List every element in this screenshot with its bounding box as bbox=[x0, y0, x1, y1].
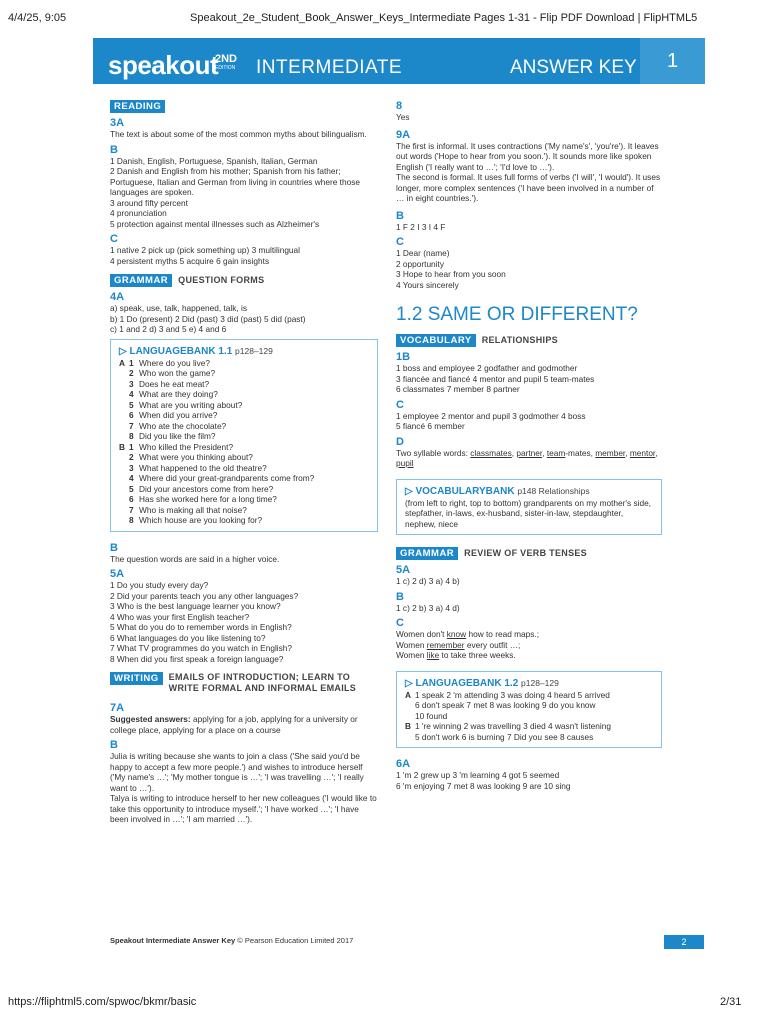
reading-b-2: 2 Danish and English from his mother; Spanish from his father; Portuguese, Italian and German from living in countries where those languages are spoken. bbox=[110, 166, 360, 197]
heading-5a: 5A bbox=[110, 568, 125, 580]
heading-8: 8 bbox=[396, 100, 403, 112]
bank-b-item: Did your ancestors come from here? bbox=[139, 483, 274, 494]
heading-1b: 1B bbox=[396, 351, 411, 363]
answer-3a: The text is about some of the most common myths about bilingualism. bbox=[110, 129, 367, 139]
bank2-b-line: 1 're winning 2 was travelling 3 died 4 wasn't listening bbox=[415, 721, 611, 731]
grammar2-section-header bbox=[396, 547, 662, 560]
footer-page-number: 2 bbox=[664, 935, 704, 949]
reading-c-1: 1 native 2 pick up (pick something up) 3 multilingual bbox=[110, 245, 301, 255]
heading-9a: 9A bbox=[396, 128, 411, 141]
grammar-5a-6: 6 What languages do you like listening to? bbox=[110, 632, 266, 643]
languagebank-1-1-box: ▷ LANGUAGEBANK 1.1 p128–129 A 1 Where do you live? 2 Who won the game? 3 Does he eat meat? 4 What are they doing? 5 What are you writing about? 6 When did you arrive? 7 Who ate the chocolate? 8 Did you like the film? B 1 Who killed the President? 2 What were you thinking about? 3 What happened to the old theatre? 4 Where did your great-grandparents come from? 5 Did your ancestors come from here? 6 Has she worked here for a long time? 7 Who is making all that noise? 8 Which house are you looking for? bbox=[110, 339, 378, 532]
heading-reading-b: B bbox=[110, 143, 118, 156]
bank-b-item: Where did your great-grandparents come from? bbox=[139, 473, 315, 483]
reading-b-1: 1 Danish, English, Portuguese, Spanish, Italian, German bbox=[110, 155, 318, 166]
left-column bbox=[110, 100, 378, 825]
heading-9b: B bbox=[396, 209, 404, 222]
vocab-d: Two syllable words: classmates, partner, team-mates, member, mentor, pupil bbox=[396, 447, 658, 468]
vocab-1b-2: 3 fiancée and fiancé 4 mentor and pupil 5 team-mates bbox=[396, 373, 595, 384]
writing-section-header bbox=[110, 672, 378, 694]
print-page-indicator: 2/31 bbox=[720, 996, 742, 1008]
bank2-b-label: B bbox=[405, 721, 411, 731]
answer-9c-1: 1 Dear (name) bbox=[396, 248, 450, 258]
heading-grammar-b: B bbox=[110, 541, 118, 554]
bank-a-label: A bbox=[119, 357, 125, 368]
answer-9a-2: The second is formal. It uses full forms of verbs ('I will', 'I would'). It uses longer, more complex sentences ('I have been involved in a number of … in eight countries.'). bbox=[396, 172, 661, 203]
answer-9b: 1 F 2 I 3 I 4 F bbox=[396, 221, 446, 232]
grammar2-tag: GRAMMAR bbox=[396, 547, 458, 560]
languagebank-1-2-title: ▷ LANGUAGEBANK 1.2 p128–129 bbox=[405, 677, 559, 689]
reading-section-header bbox=[110, 100, 378, 113]
languagebank-1-1-title: ▷ LANGUAGEBANK 1.1 p128–129 bbox=[119, 345, 273, 357]
heading-vocab-d: D bbox=[396, 435, 404, 448]
bank-b-item: Has she worked here for a long time? bbox=[139, 494, 277, 504]
footer-credit: Speakout Intermediate Answer Key © Pearson Education Limited 2017 bbox=[110, 936, 354, 945]
grammar2-5b: 1 c) 2 b) 3 a) 4 d) bbox=[396, 602, 460, 613]
bank-a-item: Does he eat meat? bbox=[139, 378, 210, 389]
bank-b-item: Which house are you looking for? bbox=[139, 515, 263, 525]
unit-number: 1 bbox=[640, 38, 705, 84]
vocabulary-subtitle: RELATIONSHIPS bbox=[481, 335, 558, 345]
vocabulary-section-header bbox=[396, 334, 662, 347]
grammar2-c-3: Women like to take three weeks. bbox=[396, 650, 516, 660]
vocab-c-2: 5 fiancé 6 member bbox=[396, 421, 465, 431]
vocab-1b-1: 1 boss and employee 2 godfather and godmother bbox=[396, 363, 578, 373]
grammar-5a-2: 2 Did your parents teach you any other languages? bbox=[110, 590, 299, 601]
grammar-4a-c: c) 1 and 2 d) 3 and 5 e) 4 and 6 bbox=[110, 324, 227, 334]
bank2-b-line: 5 don't work 6 is burning 7 Did you see 8 causes bbox=[415, 731, 594, 742]
print-title: Speakout_2e_Student_Book_Answer_Keys_Intermediate Pages 1-31 - Flip PDF Download | FlipHTML5 bbox=[190, 12, 698, 24]
edition-label: 2ND EDITION bbox=[215, 53, 238, 71]
grammar-5a-1: 1 Do you study every day? bbox=[110, 580, 209, 590]
writing-tag: WRITING bbox=[110, 672, 163, 685]
heading-writing-b: B bbox=[110, 739, 118, 751]
heading-7a: 7A bbox=[110, 702, 125, 714]
writing-b-talya: Talya is writing to introduce herself to her new colleagues ('I would like to take this opportunity to introduce myself.'; 'I have worked …'; 'I have been involved in …'; 'I am married …'). bbox=[110, 793, 377, 824]
grammar-4a-b: b) 1 Do (present) 2 Did (past) 3 did (past) 5 did (past) bbox=[110, 313, 306, 324]
vocab-c-1: 1 employee 2 mentor and pupil 3 godmother 4 boss bbox=[396, 410, 586, 421]
bank-b-item: What were you thinking about? bbox=[139, 452, 253, 462]
bank2-a-line: 10 found bbox=[415, 710, 448, 721]
vocabulary-tag: VOCABULARY bbox=[396, 334, 476, 347]
bank2-a-line: 6 don't speak 7 met 8 was looking 9 do you know bbox=[415, 700, 596, 710]
answer-9a-1: The first is informal. It uses contractions ('My name's', 'you're'). It leaves out words ('Hope to hear from you soon.'). It sounds more like spoken English ('I really want to …'; 'I'd love to …'). bbox=[396, 140, 659, 172]
bank-a-item: Where do you live? bbox=[139, 357, 211, 368]
heading-9c: C bbox=[396, 236, 404, 248]
bank2-a-label: A bbox=[405, 689, 411, 700]
print-url: https://fliphtml5.com/spwoc/bkmr/basic bbox=[8, 996, 197, 1008]
bank-a-item: Who ate the chocolate? bbox=[139, 420, 227, 431]
grammar-subtitle: QUESTION FORMS bbox=[178, 275, 265, 285]
vocabularybank-text: (from left to right, top to bottom) grandparents on my mother's side, stepfather, in-laws, ex-husband, sister-in-law, stepdaughter, nephew, niece bbox=[405, 497, 651, 529]
speakout-logo: speakout bbox=[108, 50, 219, 80]
reading-tag: READING bbox=[110, 100, 165, 113]
heading-3a: 3A bbox=[110, 117, 125, 129]
heading-vocab-c: C bbox=[396, 398, 404, 411]
answer-key-title: ANSWER KEY bbox=[510, 57, 637, 78]
grammar-5a-5: 5 What do you do to remember words in English? bbox=[110, 622, 292, 632]
writing-subtitle: EMAILS OF INTRODUCTION; LEARN TO WRITE FORMAL AND INFORMAL EMAILS bbox=[168, 672, 357, 693]
grammar2-c-2: Women remember every outfit …; bbox=[396, 639, 521, 650]
answer-9c-3: 3 Hope to hear from you soon bbox=[396, 269, 506, 279]
grammar2-subtitle: REVIEW OF VERB TENSES bbox=[464, 548, 587, 558]
bank-a-item: What are you writing about? bbox=[139, 399, 243, 410]
answer-9c-4: 4 Yours sincerely bbox=[396, 279, 459, 290]
grammar-5a-3: 3 Who is the best language learner you know? bbox=[110, 601, 281, 611]
grammar-b-answer: The question words are said in a higher voice. bbox=[110, 553, 280, 564]
grammar-section-header bbox=[110, 274, 378, 287]
grammar-5a-8: 8 When did you first speak a foreign language? bbox=[110, 653, 284, 664]
reading-b-5: 5 protection against mental illnesses such as Alzheimer's bbox=[110, 218, 320, 229]
print-datetime: 4/4/25, 9:05 bbox=[8, 12, 67, 24]
heading-g5c: C bbox=[396, 617, 404, 629]
bank2-a-line: 1 speak 2 'm attending 3 was doing 4 heard 5 arrived bbox=[415, 689, 610, 700]
heading-6a: 6A bbox=[396, 758, 411, 770]
bank-b-item: Who is making all that noise? bbox=[139, 504, 247, 515]
grammar2-c-1: Women don't know how to read maps.; bbox=[396, 629, 540, 639]
level-title: INTERMEDIATE bbox=[256, 57, 403, 78]
languagebank-1-2-box bbox=[396, 671, 662, 749]
grammar-4a-a: a) speak, use, talk, happened, talk, is bbox=[110, 303, 247, 313]
vocabularybank-title: ▷ VOCABULARYBANK p148 Relationships bbox=[405, 485, 590, 497]
grammar-tag: GRAMMAR bbox=[110, 274, 172, 287]
answer-8: Yes bbox=[396, 112, 410, 122]
heading-reading-c: C bbox=[110, 233, 118, 245]
vocabularybank-box bbox=[396, 479, 662, 536]
reading-c-2: 4 persistent myths 5 acquire 6 gain insights bbox=[110, 255, 270, 266]
grammar2-6a-1: 1 'm 2 grew up 3 'm learning 4 got 5 seemed bbox=[396, 770, 560, 780]
grammar2-6a-2: 6 'm enjoying 7 met 8 was looking 9 are 10 sing bbox=[396, 780, 571, 791]
bank-b-item: What happened to the old theatre? bbox=[139, 462, 267, 473]
heading-4a: 4A bbox=[110, 291, 125, 303]
bank-a-item: What are they doing? bbox=[139, 389, 218, 399]
grammar-5a-4: 4 Who was your first English teacher? bbox=[110, 611, 250, 622]
heading-g5b: B bbox=[396, 590, 404, 603]
vocab-1b-3: 6 classmates 7 member 8 partner bbox=[396, 384, 520, 394]
answer-9c-2: 2 opportunity bbox=[396, 258, 444, 269]
reading-b-3: 3 around fifty percent bbox=[110, 197, 188, 208]
grammar-5a-7: 7 What TV programmes do you watch in English? bbox=[110, 643, 293, 653]
bank-b-item: Who killed the President? bbox=[139, 441, 234, 452]
lesson-title: 1.2 SAME OR DIFFERENT? bbox=[396, 304, 638, 325]
bank-a-item: When did you arrive? bbox=[139, 410, 218, 420]
bank-b-label: B bbox=[119, 441, 125, 452]
writing-b-julia: Julia is writing because she wants to join a class ('She said you'd be happy to accept a few more people.') and wishes to introduce herself ('My name's …'; 'My mother tongue is …'; 'I was travelling …'; 'I really want to …'). bbox=[110, 751, 364, 793]
writing-7a: Suggested answers: applying for a job, applying for a university or college place, applying for a place on a course bbox=[110, 714, 358, 735]
right-column bbox=[396, 100, 662, 791]
bank-a-item: Did you like the film? bbox=[139, 431, 216, 441]
grammar2-5a: 1 c) 2 d) 3 a) 4 b) bbox=[396, 576, 460, 586]
bank-a-item: Who won the game? bbox=[139, 368, 216, 378]
reading-b-4: 4 pronunciation bbox=[110, 208, 167, 218]
heading-g5a: 5A bbox=[396, 564, 411, 576]
